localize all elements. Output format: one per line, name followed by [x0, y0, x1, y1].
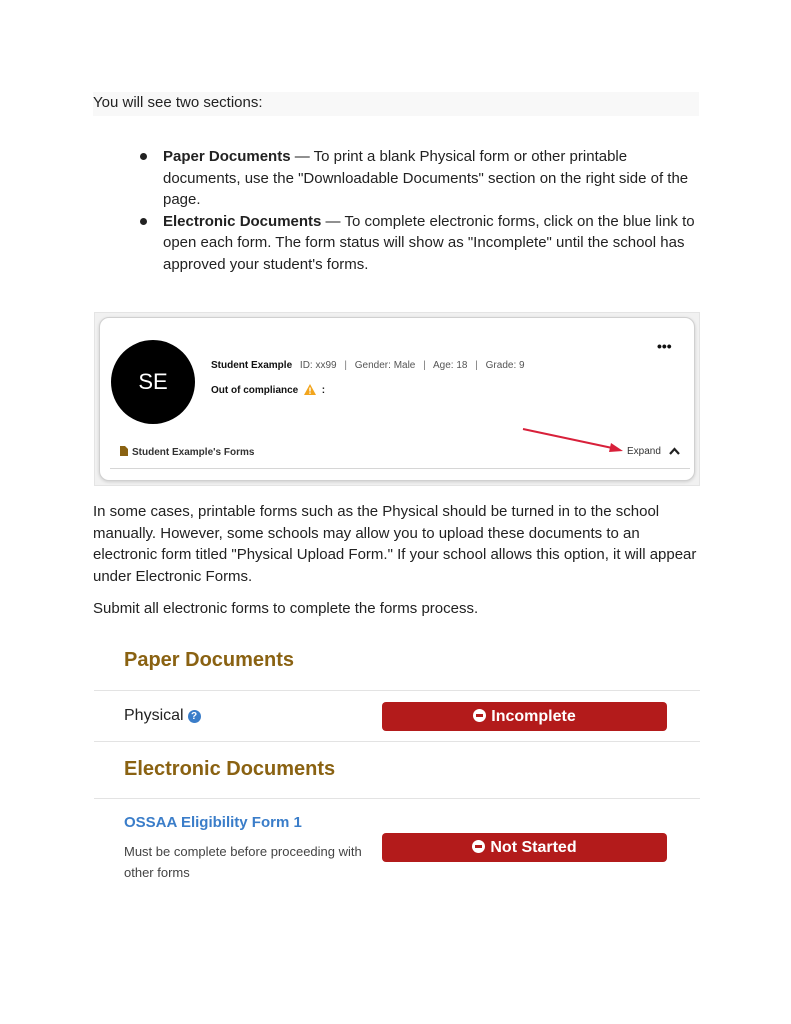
forms-toggle[interactable]	[120, 446, 254, 459]
student-id: ID: xx99	[299, 360, 337, 371]
expand-label: Expand	[627, 446, 661, 457]
bullet-text: — To complete electronic forms, click on the blue link to open each form. The form status will show as "Incomplete" until the school has approved your student's forms.	[163, 212, 695, 273]
student-card	[99, 317, 695, 481]
bullet-title: Electronic Documents	[163, 212, 322, 230]
divider	[94, 690, 700, 691]
student-gender: Gender: Male	[354, 360, 416, 371]
submit-instruction: Submit all electronic forms to complete the forms process.	[93, 600, 479, 617]
warning-icon	[304, 384, 316, 398]
more-options-icon[interactable]: •••	[657, 338, 672, 354]
upload-info-paragraph: In some cases, printable forms such as the Physical should be turned in to the school manually. However, some schools may allow you to upload these documents to an electronic form titled "Physical Upload Form." If your school allows this option, it will appear under Electronic Forms.	[93, 503, 697, 585]
bullet-text: — To print a blank Physical form or other printable documents, use the "Downloadable Documents" section on the right side of the page.	[163, 148, 689, 208]
chevron-up-icon	[669, 447, 680, 458]
divider	[94, 741, 700, 742]
list-item	[140, 211, 700, 276]
student-info	[211, 360, 525, 371]
student-age: Age: 18	[433, 360, 468, 371]
physical-label: Physical	[124, 707, 184, 724]
document-icon	[120, 446, 128, 459]
bullet-title: Paper Documents	[163, 148, 291, 165]
divider	[94, 798, 700, 799]
forms-label: Student Example's Forms	[132, 447, 255, 458]
compliance-status	[211, 384, 325, 398]
avatar: SE	[111, 340, 195, 424]
divider	[110, 468, 690, 469]
student-name: Student Example	[211, 360, 293, 371]
minus-circle-icon	[472, 840, 485, 853]
not-started-status-button[interactable]	[382, 833, 667, 862]
compliance-suffix: :	[321, 385, 326, 396]
compliance-label: Out of compliance	[211, 385, 299, 396]
sections-list	[140, 146, 700, 275]
student-card-screenshot	[94, 312, 700, 486]
minus-circle-icon	[473, 709, 486, 722]
help-icon[interactable]: ?	[188, 710, 201, 723]
separator: |	[475, 360, 478, 371]
bullet-icon	[140, 153, 147, 160]
physical-form-label	[124, 707, 201, 725]
separator: |	[423, 360, 426, 371]
bullet-icon	[140, 218, 147, 225]
form-note: Must be complete before proceeding with other forms	[124, 844, 362, 880]
student-grade: Grade: 9	[485, 360, 525, 371]
status-label: Incomplete	[491, 708, 576, 725]
expand-button[interactable]	[627, 446, 680, 458]
ossaa-form-link[interactable]: OSSAA Eligibility Form 1	[124, 814, 302, 831]
status-label: Not Started	[490, 839, 577, 856]
separator: |	[344, 360, 347, 371]
paper-documents-heading: Paper Documents	[124, 649, 295, 671]
electronic-documents-heading: Electronic Documents	[124, 758, 336, 780]
list-item	[140, 146, 700, 211]
intro-text: You will see two sections:	[93, 92, 699, 116]
incomplete-status-button[interactable]	[382, 702, 667, 731]
